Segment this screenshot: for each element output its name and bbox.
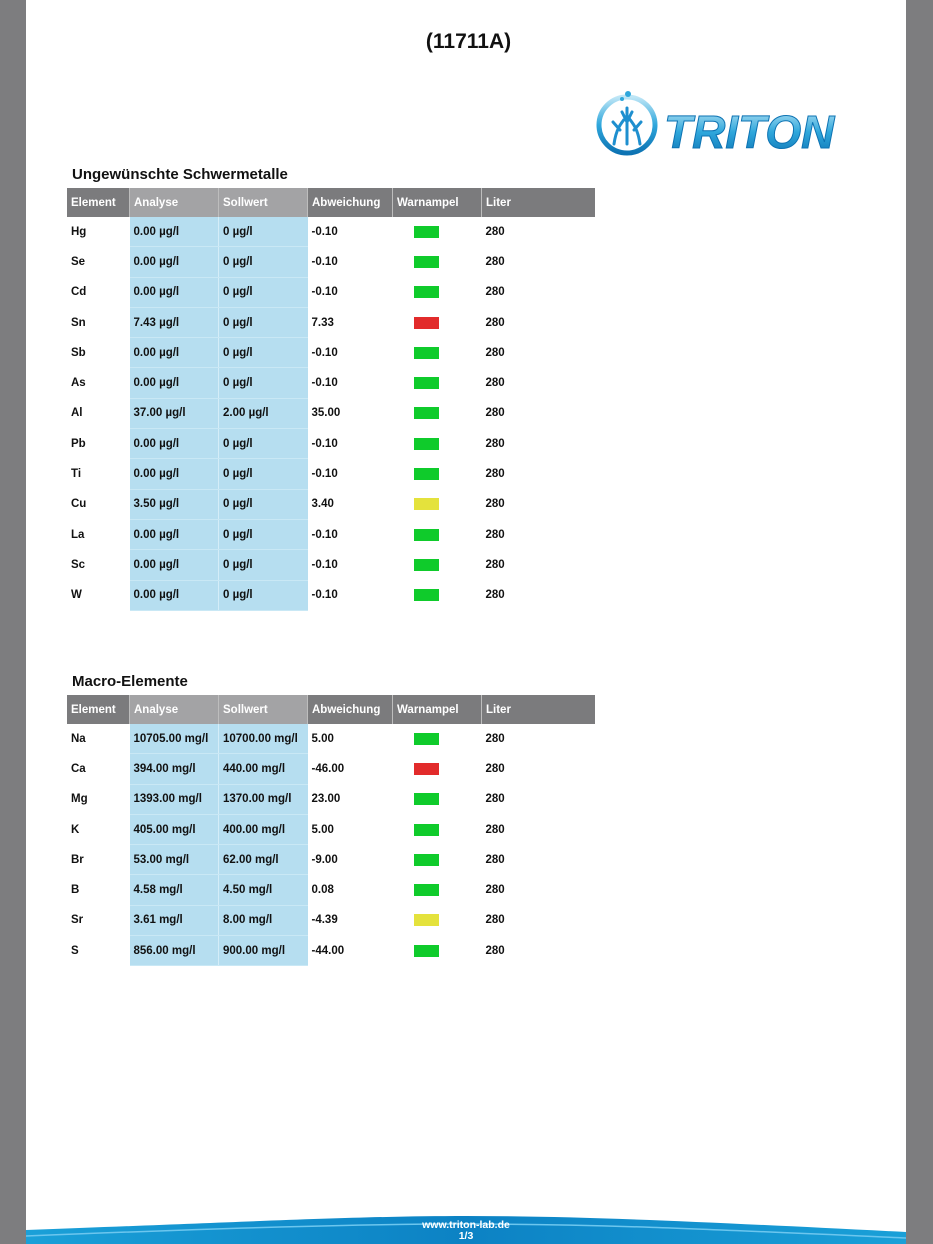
svg-text:TRITON: TRITON	[664, 106, 835, 158]
col-abweichung: Abweichung	[308, 695, 393, 724]
table-row	[67, 550, 595, 580]
status-lamp	[414, 438, 439, 450]
cell-abweichung: 35.00	[311, 407, 341, 420]
cell-sollwert: 8.00 mg/l	[219, 905, 308, 935]
cell-analyse: 394.00 mg/l	[130, 754, 219, 784]
table-row	[67, 459, 595, 489]
cell-analyse: 405.00 mg/l	[130, 814, 219, 844]
cell-liter: 280	[485, 762, 505, 775]
cell-warnampel	[393, 905, 482, 935]
cell-abweichung: -0.10	[311, 558, 338, 571]
cell-warnampel	[393, 429, 482, 459]
table-row	[67, 338, 595, 368]
report-title: (11711A)	[425, 30, 512, 53]
cell-sollwert: 900.00 mg/l	[219, 936, 308, 966]
col-sollwert: Sollwert	[219, 695, 308, 724]
cell-abweichung: 3.40	[311, 498, 334, 511]
cell-element: Sc	[71, 558, 86, 571]
status-lamp	[414, 347, 439, 359]
cell-element: Pb	[71, 437, 86, 450]
cell-element: La	[71, 528, 85, 541]
cell-analyse: 856.00 mg/l	[130, 936, 219, 966]
cell-warnampel	[393, 459, 482, 489]
cell-element: Se	[71, 255, 86, 268]
col-sollwert: Sollwert	[219, 188, 308, 217]
cell-sollwert: 0 µg/l	[219, 247, 308, 277]
cell-liter: 280	[485, 884, 505, 897]
cell-sollwert: 0 µg/l	[219, 489, 308, 519]
cell-analyse: 3.61 mg/l	[130, 905, 219, 935]
cell-sollwert: 0 µg/l	[219, 338, 308, 368]
cell-warnampel	[393, 489, 482, 519]
table-row	[67, 217, 595, 247]
table-header-row	[67, 188, 595, 217]
cell-liter: 280	[485, 346, 505, 359]
cell-abweichung: -0.10	[311, 468, 338, 481]
table-row	[67, 489, 595, 519]
cell-analyse: 0.00 µg/l	[130, 247, 219, 277]
cell-sollwert: 0 µg/l	[219, 429, 308, 459]
heavy-metals-table	[67, 188, 595, 611]
table-row	[67, 368, 595, 398]
cell-abweichung: -0.10	[311, 346, 338, 359]
cell-liter: 280	[485, 732, 505, 745]
cell-warnampel	[393, 875, 482, 905]
cell-liter: 280	[485, 589, 505, 602]
cell-warnampel	[393, 398, 482, 428]
cell-sollwert: 10700.00 mg/l	[219, 724, 308, 754]
status-lamp	[414, 498, 439, 510]
status-lamp	[414, 286, 439, 298]
cell-analyse: 0.00 µg/l	[130, 277, 219, 307]
cell-abweichung: -0.10	[311, 589, 338, 602]
col-analyse: Analyse	[130, 188, 219, 217]
status-lamp	[414, 559, 439, 571]
cell-warnampel	[393, 247, 482, 277]
cell-sollwert: 0 µg/l	[219, 580, 308, 610]
table-row	[67, 754, 595, 784]
cell-abweichung: -0.10	[311, 286, 338, 299]
cell-liter: 280	[485, 377, 505, 390]
col-abweichung: Abweichung	[308, 188, 393, 217]
cell-liter: 280	[485, 853, 505, 866]
cell-analyse: 0.00 µg/l	[130, 217, 219, 247]
cell-sollwert: 400.00 mg/l	[219, 814, 308, 844]
cell-sollwert: 440.00 mg/l	[219, 754, 308, 784]
cell-abweichung: 5.00	[311, 732, 334, 745]
table-row	[67, 519, 595, 549]
cell-abweichung: 5.00	[311, 823, 334, 836]
cell-abweichung: -4.39	[311, 914, 338, 927]
cell-warnampel	[393, 784, 482, 814]
cell-analyse: 0.00 µg/l	[130, 429, 219, 459]
cell-warnampel	[393, 845, 482, 875]
cell-warnampel	[393, 936, 482, 966]
table-row	[67, 580, 595, 610]
status-lamp	[414, 824, 439, 836]
cell-analyse: 0.00 µg/l	[130, 550, 219, 580]
cell-sollwert: 0 µg/l	[219, 307, 308, 337]
status-lamp	[414, 733, 439, 745]
cell-analyse: 37.00 µg/l	[130, 398, 219, 428]
macro-elements-table	[67, 695, 595, 966]
cell-abweichung: -0.10	[311, 225, 338, 238]
cell-analyse: 0.00 µg/l	[130, 580, 219, 610]
cell-element: Al	[71, 407, 83, 420]
cell-warnampel	[393, 307, 482, 337]
table-row	[67, 247, 595, 277]
cell-analyse: 4.58 mg/l	[130, 875, 219, 905]
cell-liter: 280	[485, 944, 505, 957]
macro-elements-title: Macro-Elemente	[72, 673, 188, 690]
status-lamp	[414, 377, 439, 389]
cell-analyse: 0.00 µg/l	[130, 338, 219, 368]
table-row	[67, 307, 595, 337]
cell-warnampel	[393, 550, 482, 580]
cell-abweichung: -46.00	[311, 762, 345, 775]
cell-element: Ti	[71, 468, 82, 481]
table-row	[67, 905, 595, 935]
cell-liter: 280	[485, 255, 505, 268]
status-lamp	[414, 914, 439, 926]
status-lamp	[414, 407, 439, 419]
cell-abweichung: -44.00	[311, 944, 345, 957]
cell-abweichung: -0.10	[311, 437, 338, 450]
cell-abweichung: -9.00	[311, 853, 338, 866]
cell-warnampel	[393, 519, 482, 549]
cell-liter: 280	[485, 286, 505, 299]
cell-liter: 280	[485, 914, 505, 927]
footer-url[interactable]: www.triton-lab.de	[422, 1219, 510, 1231]
cell-abweichung: -0.10	[311, 255, 338, 268]
cell-analyse: 3.50 µg/l	[130, 489, 219, 519]
status-lamp	[414, 793, 439, 805]
status-lamp	[414, 884, 439, 896]
cell-element: Sn	[71, 316, 86, 329]
cell-sollwert: 0 µg/l	[219, 459, 308, 489]
col-warnampel: Warnampel	[393, 188, 482, 217]
macro-elements-rows	[67, 724, 595, 966]
cell-abweichung: -0.10	[311, 377, 338, 390]
col-liter: Liter	[482, 695, 596, 724]
table-row	[67, 398, 595, 428]
status-lamp	[414, 854, 439, 866]
cell-element: Cd	[71, 286, 87, 299]
cell-sollwert: 62.00 mg/l	[219, 845, 308, 875]
table-row	[67, 277, 595, 307]
cell-element: Hg	[71, 225, 87, 238]
cell-analyse: 53.00 mg/l	[130, 845, 219, 875]
cell-analyse: 7.43 µg/l	[130, 307, 219, 337]
heavy-metals-title: Ungewünschte Schwermetalle	[72, 166, 288, 183]
table-row	[67, 429, 595, 459]
cell-sollwert: 0 µg/l	[219, 519, 308, 549]
cell-analyse: 1393.00 mg/l	[130, 784, 219, 814]
cell-analyse: 0.00 µg/l	[130, 459, 219, 489]
cell-warnampel	[393, 724, 482, 754]
footer	[26, 1220, 906, 1242]
col-element: Element	[67, 695, 130, 724]
cell-element: Sr	[71, 914, 84, 927]
status-lamp	[414, 589, 439, 601]
cell-abweichung: 0.08	[311, 884, 334, 897]
cell-analyse: 0.00 µg/l	[130, 519, 219, 549]
cell-sollwert: 0 µg/l	[219, 368, 308, 398]
report-page	[26, 0, 906, 1244]
heavy-metals-rows	[67, 217, 595, 610]
cell-sollwert: 4.50 mg/l	[219, 875, 308, 905]
table-row	[67, 724, 595, 754]
cell-liter: 280	[485, 823, 505, 836]
cell-liter: 280	[485, 558, 505, 571]
cell-element: B	[71, 884, 80, 897]
cell-sollwert: 1370.00 mg/l	[219, 784, 308, 814]
table-header-row	[67, 695, 595, 724]
cell-warnampel	[393, 277, 482, 307]
cell-liter: 280	[485, 528, 505, 541]
cell-sollwert: 0 µg/l	[219, 277, 308, 307]
cell-warnampel	[393, 814, 482, 844]
col-analyse: Analyse	[130, 695, 219, 724]
page-number: 1/3	[458, 1230, 474, 1242]
col-liter: Liter	[482, 188, 596, 217]
cell-element: Br	[71, 853, 84, 866]
cell-warnampel	[393, 754, 482, 784]
cell-warnampel	[393, 368, 482, 398]
status-lamp	[414, 317, 439, 329]
cell-element: Ca	[71, 762, 86, 775]
cell-element: Mg	[71, 793, 88, 806]
cell-abweichung: -0.10	[311, 528, 338, 541]
status-lamp	[414, 468, 439, 480]
col-element: Element	[67, 188, 130, 217]
status-lamp	[414, 529, 439, 541]
table-row	[67, 875, 595, 905]
cell-warnampel	[393, 580, 482, 610]
cell-warnampel	[393, 338, 482, 368]
table-row	[67, 936, 595, 966]
cell-abweichung: 23.00	[311, 793, 341, 806]
status-lamp	[414, 256, 439, 268]
cell-liter: 280	[485, 225, 505, 238]
cell-sollwert: 0 µg/l	[219, 217, 308, 247]
cell-element: S	[71, 944, 79, 957]
table-row	[67, 814, 595, 844]
cell-element: W	[71, 589, 82, 602]
status-lamp	[414, 945, 439, 957]
cell-liter: 280	[485, 468, 505, 481]
cell-element: Na	[71, 732, 86, 745]
cell-analyse: 10705.00 mg/l	[130, 724, 219, 754]
cell-element: K	[71, 823, 80, 836]
cell-element: As	[71, 377, 86, 390]
cell-liter: 280	[485, 498, 505, 511]
table-row	[67, 784, 595, 814]
cell-sollwert: 2.00 µg/l	[219, 398, 308, 428]
cell-liter: 280	[485, 793, 505, 806]
triton-logo	[594, 86, 844, 160]
cell-liter: 280	[485, 407, 505, 420]
cell-element: Sb	[71, 346, 86, 359]
cell-liter: 280	[485, 316, 505, 329]
status-lamp	[414, 763, 439, 775]
status-lamp	[414, 226, 439, 238]
cell-element: Cu	[71, 498, 87, 511]
cell-warnampel	[393, 217, 482, 247]
col-warnampel: Warnampel	[393, 695, 482, 724]
cell-abweichung: 7.33	[311, 316, 334, 329]
cell-analyse: 0.00 µg/l	[130, 368, 219, 398]
table-row	[67, 845, 595, 875]
cell-liter: 280	[485, 437, 505, 450]
cell-sollwert: 0 µg/l	[219, 550, 308, 580]
